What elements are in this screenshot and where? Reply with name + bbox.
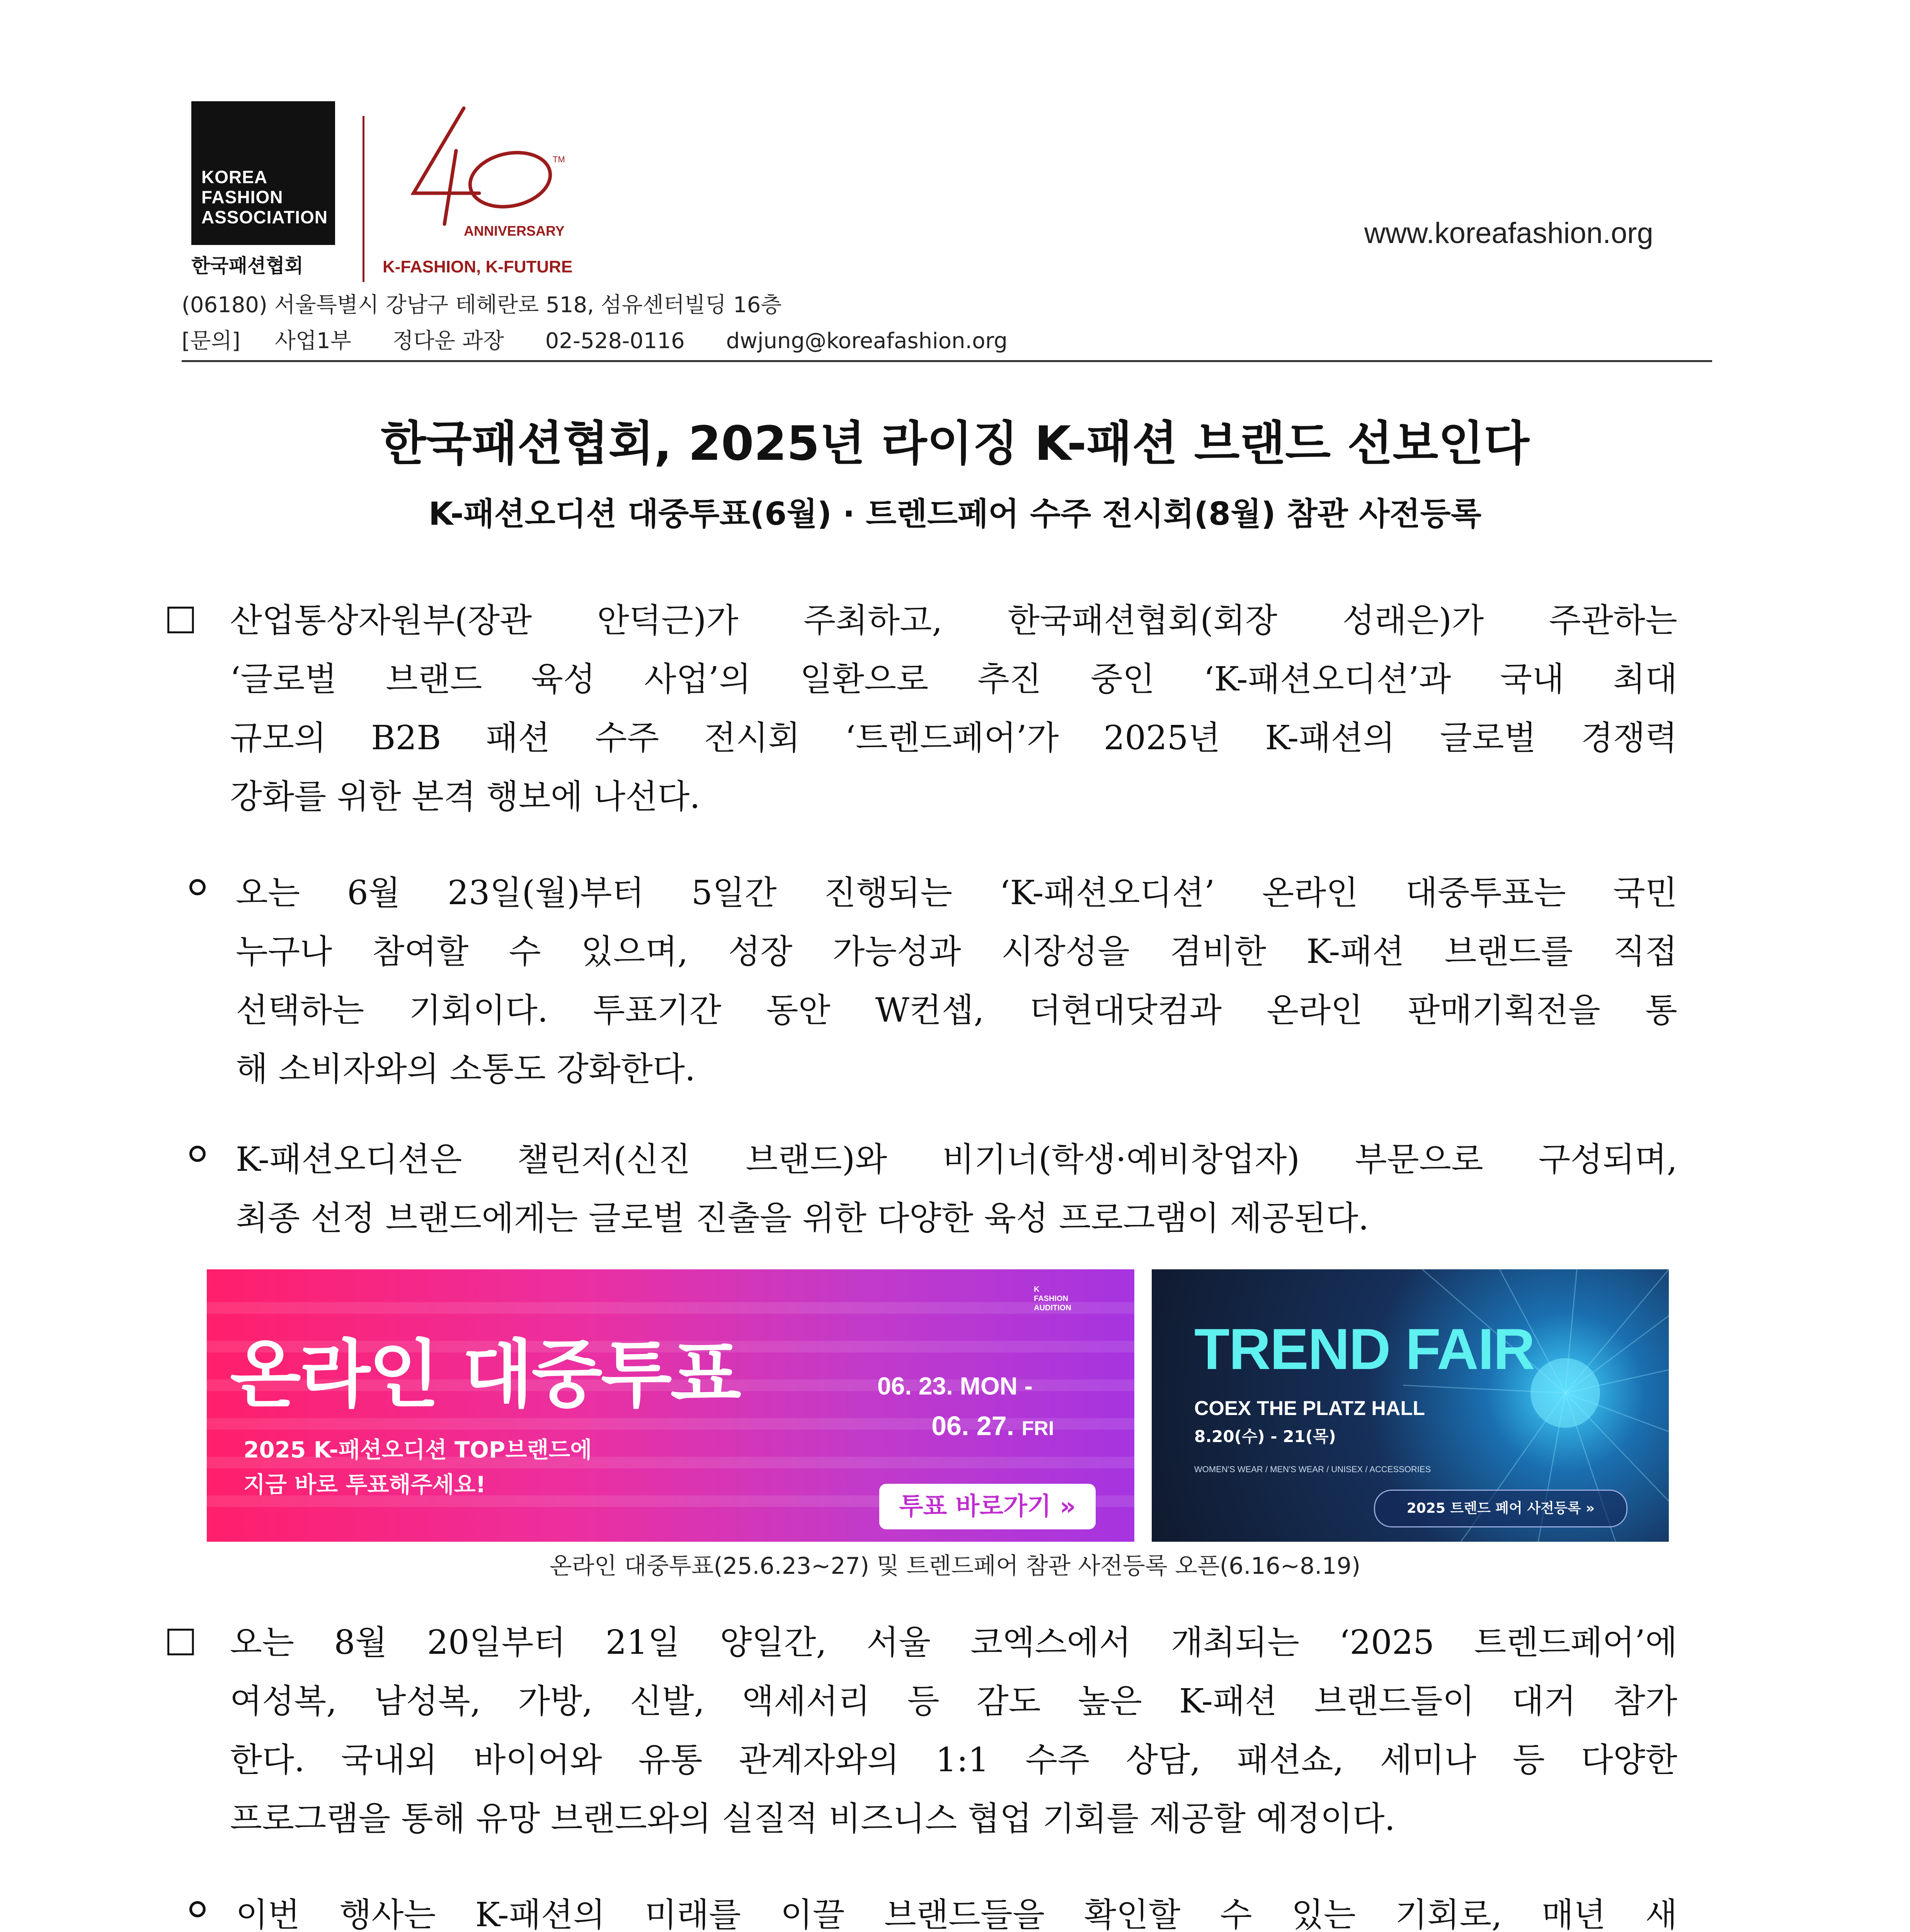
- text-line: 최종 선정 브랜드에게는 글로벌 진출을 위한 다양한 육성 프로그램이 제공된다.: [236, 1199, 1369, 1238]
- page-subtitle: K-패션오디션 대중투표(6월) · 트렌드페어 수주 전시회(8월) 참관 사전등록: [428, 496, 1482, 532]
- logo-line: FASHION: [201, 187, 283, 207]
- section-marker: □: [164, 597, 197, 638]
- section-marker: □: [164, 1619, 197, 1660]
- trend-fair-title: TREND FAIR: [1194, 1316, 1534, 1381]
- logo-line: KOREA: [201, 167, 268, 187]
- section1-sub2: [236, 1130, 1677, 1248]
- contact-email[interactable]: dwjung@koreafashion.org: [726, 328, 1008, 354]
- trend-fair-dates: 8.20(수) - 21(목): [1194, 1427, 1336, 1446]
- trend-fair-categories: WOMEN'S WEAR / MEN'S WEAR / UNISEX / ACCESSORIES: [1194, 1464, 1431, 1474]
- contact-dept: 사업1부: [274, 328, 351, 354]
- vote-date-start: 06. 23. MON -: [877, 1372, 1033, 1400]
- vote-date-end-num: 06. 27.: [931, 1411, 1015, 1441]
- text-line: 규모의 B2B 패션 수주 전시회 ‘트렌드페어’가 2025년 K-패션의 글로벌 경쟁력: [230, 719, 1677, 757]
- logo-line: K: [1034, 1285, 1040, 1294]
- circle-bullet-icon: [189, 1901, 206, 1917]
- text-line: 해 소비자와의 소통도 강화한다.: [236, 1050, 696, 1088]
- text-line: 오는 6월 23일(월)부터 5일간 진행되는 ‘K-패션오디션’ 온라인 대중투표는 국민: [236, 874, 1677, 912]
- circle-bullet-icon: [189, 879, 206, 895]
- tm-mark: TM: [553, 155, 565, 164]
- text-line: 강화를 위한 본격 행보에 나선다.: [230, 777, 700, 816]
- text-line: ‘글로벌 브랜드 육성 사업’의 일환으로 추진 중인 ‘K-패션오디션’과 국내 최대: [230, 660, 1677, 699]
- vote-date-end-day: FRI: [1021, 1417, 1054, 1440]
- kfa-logo: [191, 101, 335, 245]
- vote-banner-line1: 2025 K-패션오디션 TOP브랜드에: [243, 1437, 592, 1463]
- section1-sub1: [236, 864, 1677, 1099]
- text-line: 이번 행사는 K-패션의 미래를 이끌 브랜드들을 확인할 수 있는 기회로, 매년 새: [236, 1896, 1677, 1932]
- contact-name: 정다운 과장: [392, 328, 504, 354]
- website-url[interactable]: www.koreafashion.org: [1364, 217, 1653, 250]
- section1-paragraph: [230, 591, 1677, 826]
- contact-line: [182, 324, 1008, 355]
- text-line: 여성복, 남성복, 가방, 신발, 액세서리 등 감도 높은 K-패션 브랜드들이 대거 참가: [230, 1682, 1677, 1721]
- trend-fair-venue: COEX THE PLATZ HALL: [1194, 1397, 1425, 1420]
- text-line: 선택하는 기회이다. 투표기간 동안 W컨셉, 더현대닷컴과 온라인 판매기획전을 통: [236, 991, 1677, 1030]
- anniversary-40-logo: [383, 97, 584, 282]
- contact-label: [문의]: [182, 328, 240, 354]
- online-vote-banner[interactable]: [207, 1269, 1134, 1542]
- logo-line: AUDITION: [1034, 1304, 1071, 1312]
- trend-fair-register-button[interactable]: 2025 트렌드 페어 사전등록 »: [1374, 1490, 1627, 1527]
- section2-sub1: [236, 1886, 1677, 1932]
- logo-divider: [363, 116, 364, 282]
- logo-line: ASSOCIATION: [201, 207, 328, 227]
- k-fashion-audition-logo: [1034, 1285, 1069, 1313]
- vote-date-end: [931, 1410, 1054, 1441]
- logo-line: FASHION: [1034, 1294, 1068, 1303]
- vote-now-button[interactable]: 투표 바로가기 »: [879, 1484, 1096, 1529]
- text-line: 오는 8월 20일부터 21일 양일간, 서울 코엑스에서 개최되는 ‘2025 트렌드페어’에: [230, 1623, 1677, 1662]
- text-line: 프로그램을 통해 유망 브랜드와의 실질적 비즈니스 협업 기회를 제공할 예정이다.: [230, 1799, 1395, 1838]
- address: (06180) 서울특별시 강남구 테헤란로 518, 섬유센터빌딩 16층: [182, 293, 782, 318]
- banner-caption: 온라인 대중투표(25.6.23~27) 및 트렌드페어 참관 사전등록 오픈(6.16~8.19): [549, 1553, 1361, 1580]
- text-line: 누구나 참여할 수 있으며, 성장 가능성과 시장성을 겸비한 K-패션 브랜드를 직접: [236, 932, 1677, 971]
- logo-korean-name: 한국패션협회: [191, 255, 303, 277]
- anniversary-slogan: K-FASHION, K-FUTURE: [383, 257, 573, 276]
- text-line: 산업통상자원부(장관 안덕근)가 주최하고, 한국패션협회(회장 성래은)가 주관하는: [230, 601, 1677, 640]
- page-title: 한국패션협회, 2025년 라이징 K-패션 브랜드 선보인다: [380, 416, 1530, 471]
- text-line: K-패션오디션은 챌린저(신진 브랜드)와 비기너(학생·예비창업자) 부문으로 구성되며,: [236, 1140, 1677, 1179]
- text-line: 한다. 국내외 바이어와 유통 관계자와의 1:1 수주 상담, 패션쇼, 세미나 등 다양한: [230, 1741, 1677, 1779]
- circle-bullet-icon: [189, 1146, 206, 1162]
- vote-banner-line2: 지금 바로 투표해주세요!: [243, 1471, 486, 1498]
- contact-phone: 02-528-0116: [545, 328, 685, 354]
- trend-fair-banner[interactable]: [1152, 1269, 1669, 1542]
- section2-paragraph: [230, 1613, 1677, 1848]
- anniversary-word: ANNIVERSARY: [464, 223, 565, 239]
- header-rule: [182, 360, 1712, 362]
- vote-banner-title: 온라인 대중투표: [230, 1332, 740, 1417]
